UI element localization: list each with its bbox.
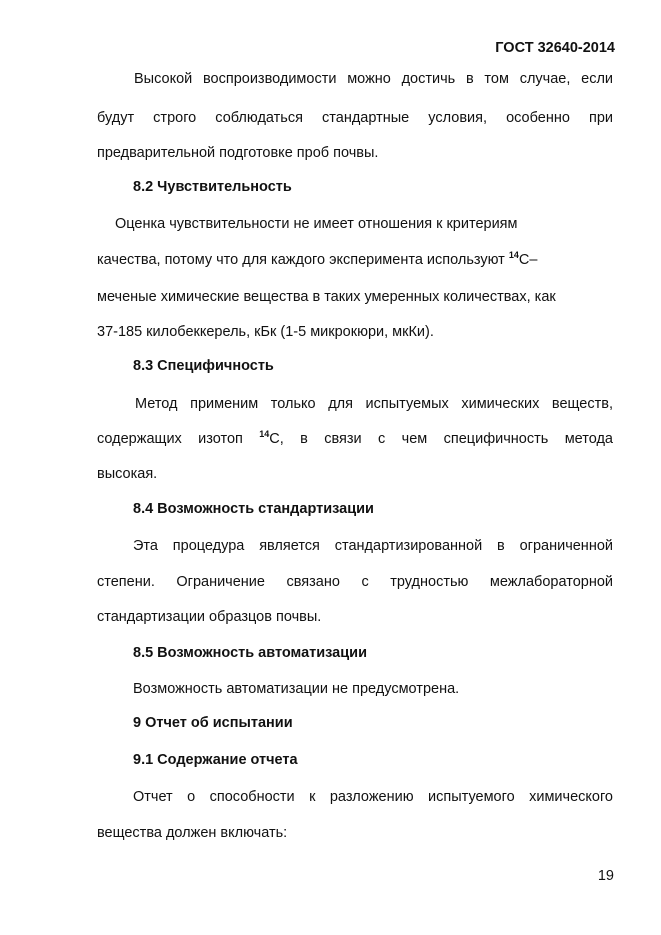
section-heading-9: 9 Отчет об испытании: [133, 715, 293, 731]
paragraph-line: меченые химические вещества в таких умеренных количествах, как: [97, 289, 556, 305]
paragraph-line: Эта процедура является стандартизированной в ограниченной: [133, 538, 613, 554]
paragraph-line-with-isotope: [97, 430, 613, 448]
paragraph-line: степени. Ограничение связано с трудностью межлабораторной: [97, 574, 613, 590]
isotope-superscript: 14: [508, 250, 519, 260]
text-segment: С–: [518, 252, 538, 268]
paragraph-line: стандартизации образцов почвы.: [97, 609, 322, 625]
paragraph-line: предварительной подготовке проб почвы.: [97, 145, 379, 161]
paragraph-line: Отчет о способности к разложению испытуемого химического: [133, 789, 613, 805]
isotope-superscript: 14: [259, 429, 270, 439]
section-heading-8-3: 8.3 Специфичность: [133, 358, 274, 374]
paragraph-line: Оценка чувствительности не имеет отношения к критериям: [115, 216, 518, 232]
paragraph-line: высокая.: [97, 466, 158, 482]
text-segment: С, в связи с чем специфичность метода: [269, 431, 613, 447]
paragraph-line: Метод применим только для испытуемых химических веществ,: [135, 396, 613, 412]
paragraph-line: Высокой воспроизводимости можно достичь в том случае, если: [134, 71, 613, 87]
document-code-header: ГОСТ 32640-2014: [495, 40, 615, 56]
section-heading-8-2: 8.2 Чувствительность: [133, 179, 292, 195]
page-number: 19: [597, 868, 614, 884]
paragraph-line: 37-185 килобеккерель, кБк (1-5 микрокюри, мкКи).: [97, 324, 434, 340]
paragraph-line: будут строго соблюдаться стандартные условия, особенно при: [97, 110, 613, 126]
section-heading-9-1: 9.1 Содержание отчета: [133, 752, 298, 768]
paragraph-line-with-isotope: [97, 251, 537, 269]
text-segment: качества, потому что для каждого эксперимента используют: [97, 252, 509, 268]
text-segment: содержащих изотоп: [97, 431, 260, 447]
paragraph-line: Возможность автоматизации не предусмотрена.: [133, 681, 460, 697]
paragraph-line: вещества должен включать:: [97, 825, 288, 841]
section-heading-8-4: 8.4 Возможность стандартизации: [133, 501, 374, 517]
section-heading-8-5: 8.5 Возможность автоматизации: [133, 645, 367, 661]
